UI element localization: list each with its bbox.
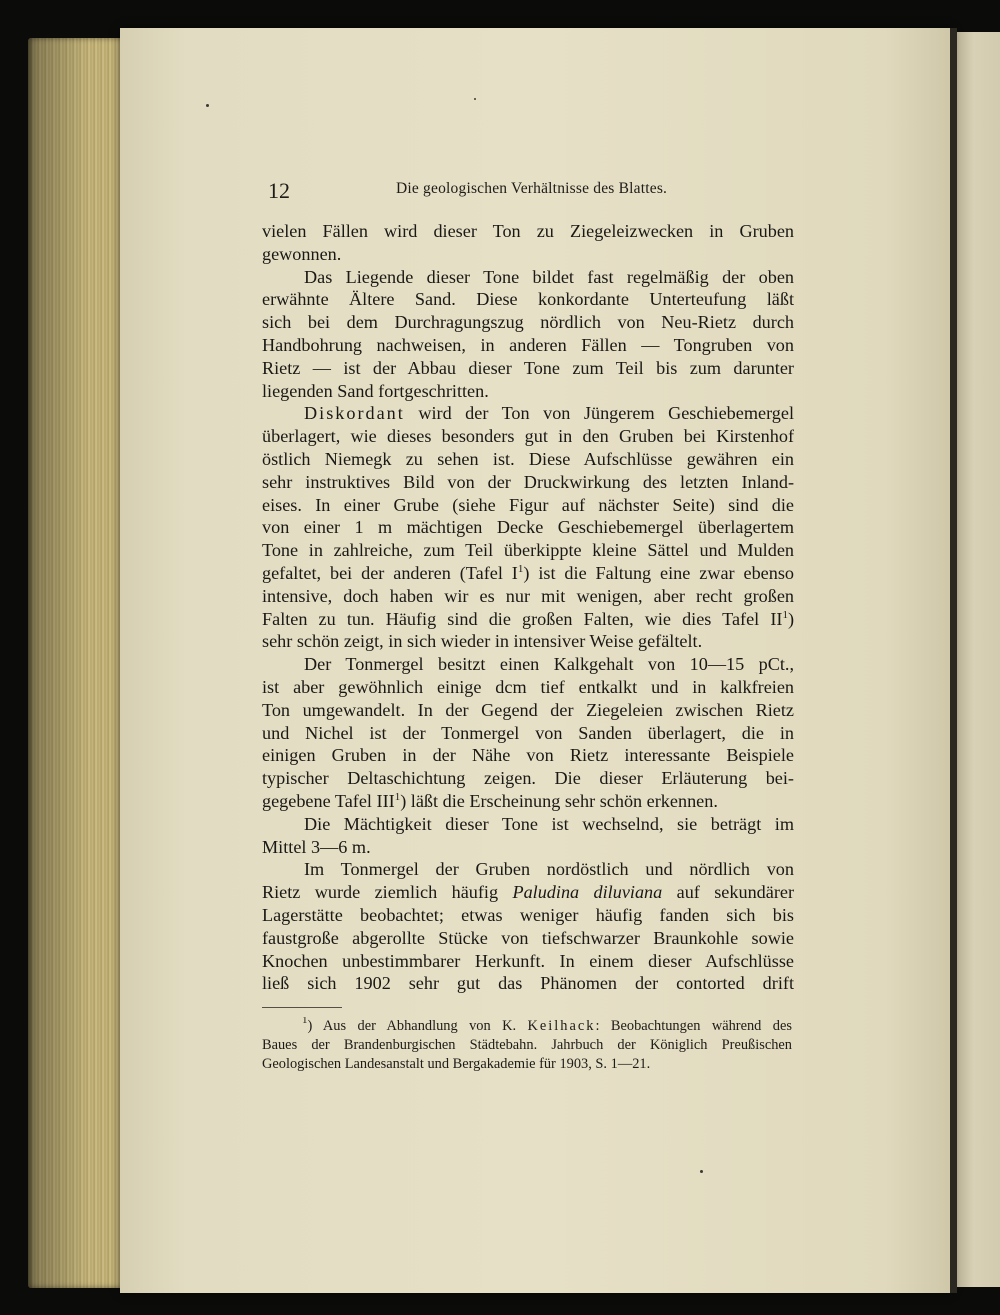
text-line: Ton umgewandelt. In der Gegend der Ziegeleien zwischen Rietz [262,699,794,720]
text-line: Rietz — ist der Abbau dieser Tone zum Teil bis zum darunter [262,357,794,378]
page-edges-shadow [28,38,128,1288]
page-header [268,178,800,208]
footnote [262,1017,792,1074]
text-line: östlich Niemegk zu sehen ist. Diese Aufschlüsse gewähren ein [262,448,794,469]
text-line: Handbohrung nachweisen, in anderen Fällen — Tongruben von [262,334,794,355]
text-line: erwähnte Ältere Sand. Diese konkordante Unterteufung läßt [262,289,794,310]
spaced-word: Diskordant [304,403,405,424]
text-line [262,402,794,425]
footnote-rule [262,1007,342,1008]
speck [474,98,476,100]
text-line: Die Mächtigkeit dieser Tone ist wechselnd, sie beträgt im [304,813,794,834]
body-text [262,220,794,995]
text-line: sehr schön zeigt, in sich wieder in intensiver Weise gefältelt. [262,631,703,652]
text-line: ist aber gewöhnlich einige dcm tief entkalkt und in kalkfreien [262,676,794,697]
text-line: Das Liegende dieser Tone bildet fast regelmäßig der oben [304,266,794,287]
text-line [262,881,794,904]
footnote-marker: 1 [302,1017,308,1026]
text-line: und Nichel ist der Tonmergel von Sanden überlagert, die in [262,722,794,743]
text-line: überlagert, wie dieses besonders gut in den Gruben bei Kirstenhof [262,426,794,447]
text-line: gewonnen. [262,243,342,264]
text-line: typischer Deltaschichtung zeigen. Die dieser Erläuterung bei- [262,768,794,789]
text-line: intensive, doch haben wir es nur mit wenigen, aber recht großen [262,585,794,606]
text-fragment: Rietz wurde ziemlich häufig [262,882,499,903]
text-line [262,562,794,585]
text-line: Knochen unbestimmbarer Herkunft. In einem dieser Aufschlüsse [262,950,794,971]
text-fragment: auf sekundärer [676,882,794,903]
italic-term: Paludina diluviana [512,882,663,903]
text-fragment: gegebene Tafel III [262,790,395,811]
footnote-ref: 1 [517,562,524,575]
text-fragment: wird der Ton von Jüngerem Geschiebemergel [418,403,794,424]
text-line: faustgroße abgerollte Stücke von tiefschwarzer Braunkohle sowie [262,927,794,948]
text-fragment: Falten zu tun. Häufig sind die großen Falten, wie dies Tafel II [262,608,783,629]
text-line: Mittel 3—6 m. [262,836,371,857]
spaced-name: Keilhack [527,1018,596,1034]
text-line: vielen Fällen wird dieser Ton zu Ziegeleizwecken in Gruben [262,221,794,241]
text-line: liegenden Sand fortgeschritten. [262,380,489,401]
page-gutter [950,28,957,1293]
footnote-ref: 1 [394,790,401,803]
text-fragment: ) [787,608,794,629]
running-head: Die geologischen Verhältnisse des Blattes. [396,180,668,197]
speck [700,1170,703,1173]
text-line: sich bei dem Durchragungszug nördlich von Neu-Rietz durch [262,312,794,333]
speck [206,104,209,107]
text-line: von einer 1 m mächtigen Decke Geschiebemergel überlagertem [262,517,794,538]
footnote-line: Baues der Brandenburgischen Städtebahn. Jahrbuch der Königlich Preußischen [262,1037,792,1053]
text-fragment: ) ist die Faltung eine zwar ebenso [523,562,794,583]
text-line: Im Tonmergel der Gruben nordöstlich und nördlich von [304,859,794,880]
footnote-line [262,1017,792,1036]
text-line: Tone in zahlreiche, zum Teil überkippte kleine Sättel und Mulden [262,540,794,561]
text-line [262,608,794,631]
text-fragment: : Beobachtungen während des [595,1018,792,1034]
page-number: 12 [268,178,290,203]
footnote-ref: 1 [782,608,788,621]
text-line: sehr instruktives Bild von der Druckwirkung des letzten Inland- [262,471,794,492]
text-fragment: ) Aus der Abhandlung von K. [307,1018,517,1034]
text-fragment: gefaltet, bei der anderen (Tafel I [262,562,518,583]
text-fragment: ) läßt die Erscheinung sehr schön erkennen. [400,790,718,811]
facing-page-edge [956,32,1000,1287]
text-line: Lagerstätte beobachtet; etwas weniger häufig fanden sich bis [262,904,794,925]
text-line [262,790,794,813]
text-line: ließ sich 1902 sehr gut das Phänomen der contorted drift [262,973,794,994]
footnote-line: Geologischen Landesanstalt und Bergakademie für 1903, S. 1—21. [262,1056,651,1072]
text-line: Der Tonmergel besitzt einen Kalkgehalt von 10—15 pCt., [304,654,794,675]
text-line: einigen Gruben in der Nähe von Rietz interessante Beispiele [262,745,794,766]
text-line: eises. In einer Grube (siehe Figur auf nächster Seite) sind die [262,494,794,515]
